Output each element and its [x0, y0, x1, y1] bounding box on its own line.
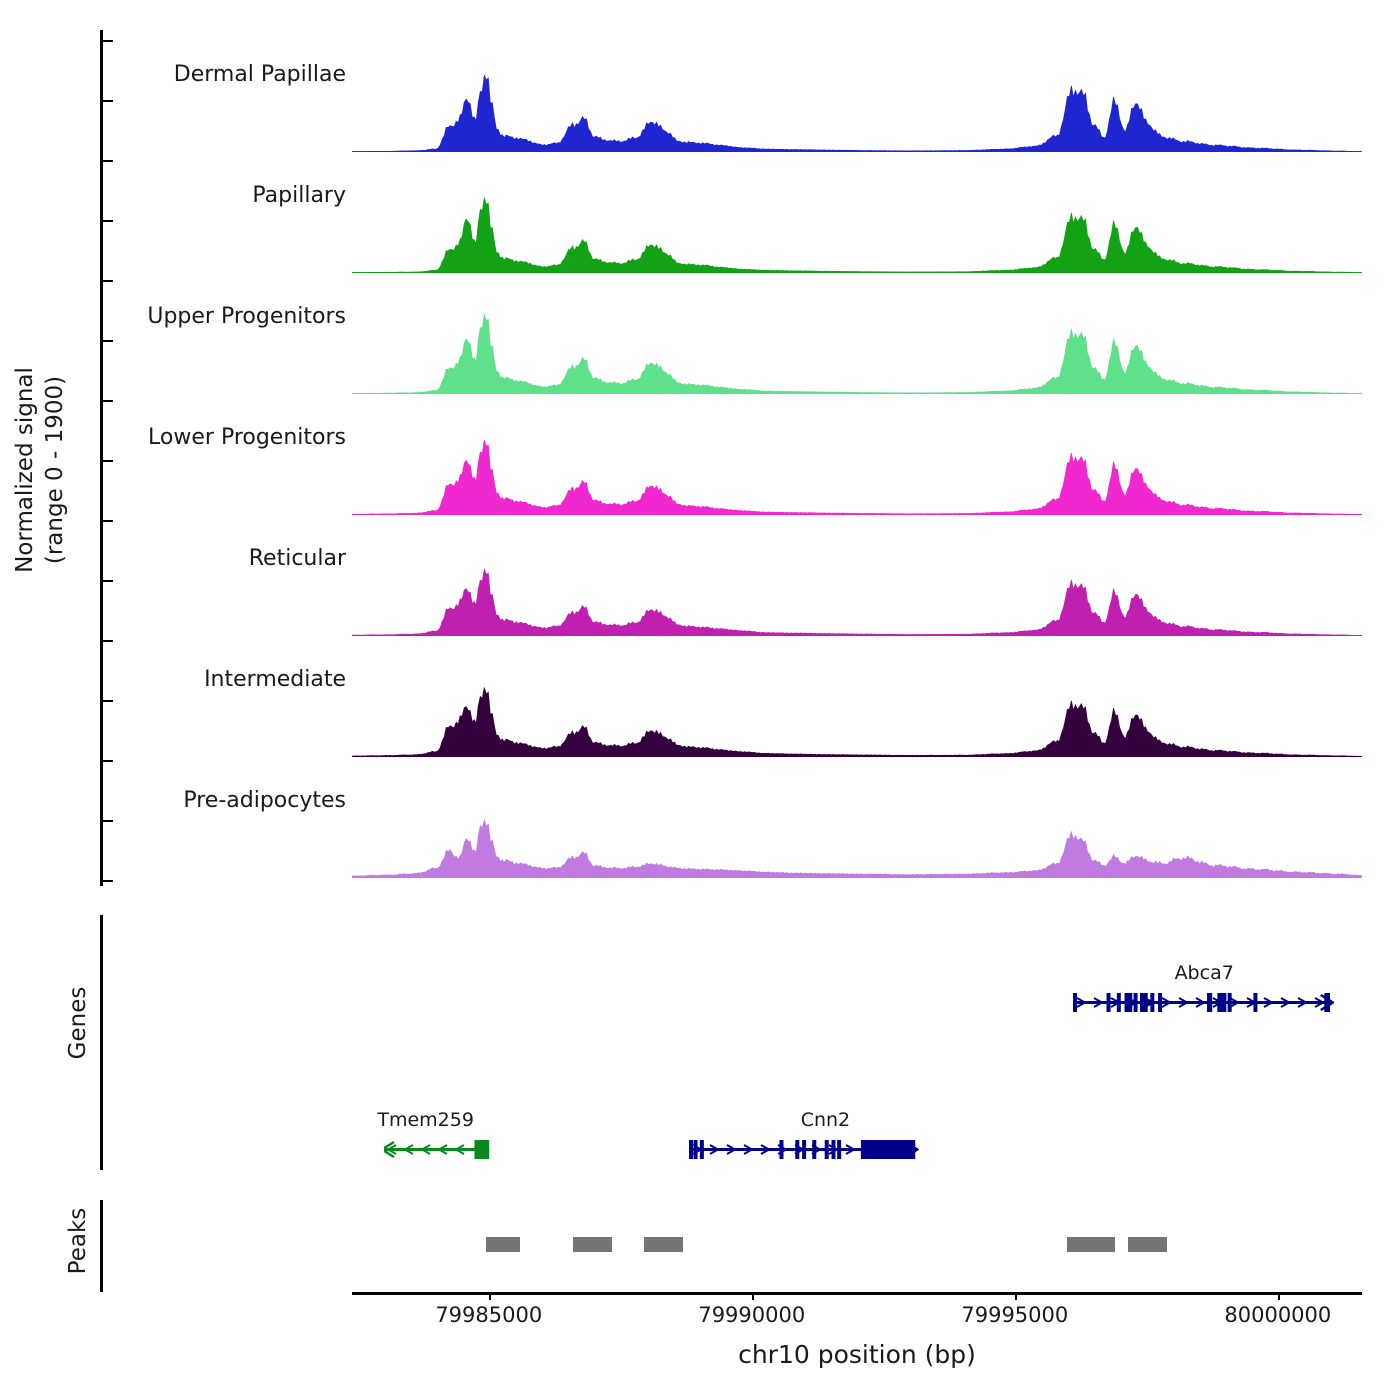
x-axis-tick	[752, 1292, 754, 1300]
peak-region	[1128, 1237, 1167, 1252]
x-axis-tick-label: 79985000	[435, 1303, 543, 1327]
axis-tick	[100, 100, 113, 102]
y-axis-label	[10, 300, 70, 640]
x-axis-title: chr10 position (bp)	[738, 1340, 976, 1369]
x-axis-tick	[1015, 1292, 1017, 1300]
y-axis-label-line2: (range 0 - 1900)	[42, 375, 68, 565]
x-axis-tick-label: 79995000	[961, 1303, 1069, 1327]
signal-axis-spine	[100, 30, 103, 886]
signal-area	[352, 304, 1362, 394]
genes-panel	[352, 905, 1362, 1185]
track-label: Reticular	[248, 546, 346, 571]
signal-track	[204, 667, 1362, 757]
axis-tick	[100, 220, 113, 222]
genes-axis-spine	[100, 915, 103, 1170]
y-axis-label-line1: Normalized signal	[12, 367, 38, 573]
axis-tick	[100, 160, 113, 162]
gene-model	[1073, 990, 1335, 1016]
axis-tick	[100, 280, 113, 282]
x-axis-tick-label: 80000000	[1224, 1303, 1332, 1327]
peaks-axis-spine	[100, 1200, 103, 1292]
track-label: Lower Progenitors	[148, 425, 346, 450]
x-axis-tick-label: 79990000	[698, 1303, 806, 1327]
signal-area	[352, 183, 1362, 273]
axis-tick	[100, 820, 113, 822]
gene-model	[689, 1137, 919, 1163]
track-label: Dermal Papillae	[173, 62, 346, 87]
gene-label: Cnn2	[800, 1109, 851, 1131]
signal-area	[352, 667, 1362, 757]
signal-track	[252, 183, 1362, 273]
signal-track	[183, 788, 1362, 878]
peaks-section-label: Peaks	[65, 1207, 91, 1275]
peak-region	[644, 1237, 683, 1252]
peak-region	[1067, 1237, 1114, 1252]
signal-area	[352, 546, 1362, 636]
axis-tick	[100, 700, 113, 702]
peak-region	[486, 1237, 520, 1252]
gene-label: Tmem259	[377, 1109, 474, 1131]
signal-track	[248, 546, 1362, 636]
peaks-panel	[352, 1195, 1362, 1295]
track-label: Intermediate	[204, 667, 346, 692]
x-axis-tick	[1278, 1292, 1280, 1300]
axis-tick	[100, 640, 113, 642]
genes-section-label: Genes	[65, 986, 91, 1060]
signal-area	[352, 788, 1362, 878]
track-label: Pre-adipocytes	[183, 788, 346, 813]
axis-tick	[100, 580, 113, 582]
peak-region	[573, 1237, 612, 1252]
axis-tick	[100, 400, 113, 402]
signal-track	[148, 425, 1362, 515]
gene-model	[384, 1137, 493, 1163]
axis-tick	[100, 520, 113, 522]
signal-track	[173, 62, 1362, 152]
axis-tick	[100, 460, 113, 462]
axis-tick	[100, 760, 113, 762]
signal-area	[352, 62, 1362, 152]
signal-track	[147, 304, 1362, 394]
track-label: Upper Progenitors	[147, 304, 346, 329]
gene-label: Abca7	[1174, 962, 1234, 984]
track-label: Papillary	[252, 183, 346, 208]
signal-area	[352, 425, 1362, 515]
x-axis-line	[352, 1292, 1362, 1295]
x-axis-tick	[489, 1292, 491, 1300]
axis-tick	[100, 880, 113, 882]
axis-tick	[100, 40, 113, 42]
axis-tick	[100, 340, 113, 342]
